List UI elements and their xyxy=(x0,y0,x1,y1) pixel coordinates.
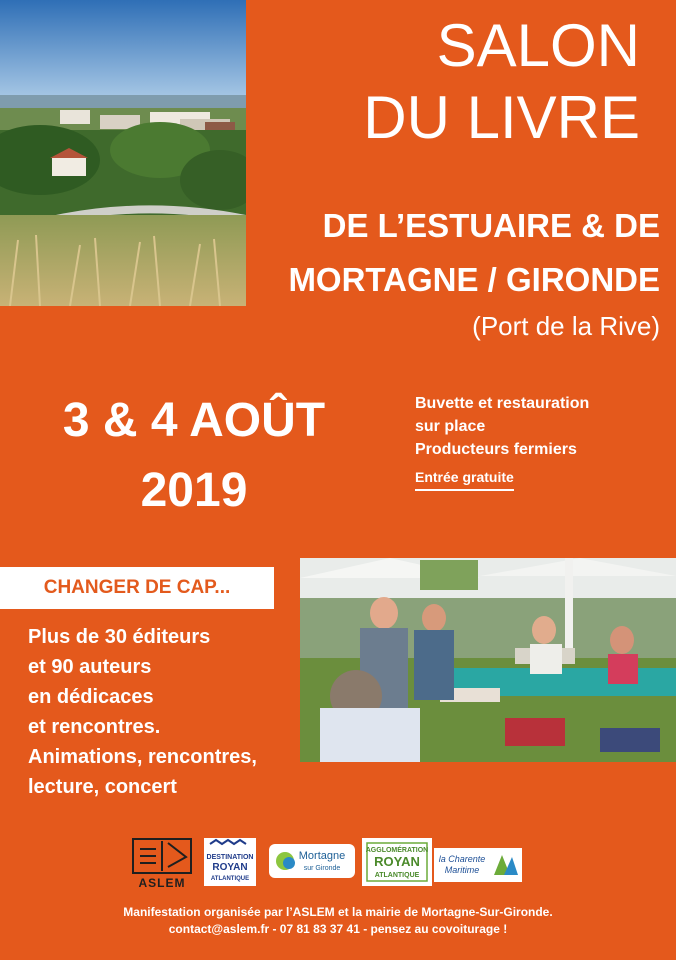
event-date: 3 & 4 AOÛT xyxy=(62,394,326,447)
program-line: et rencontres. xyxy=(28,716,161,738)
charente-maritime-logo xyxy=(434,848,522,882)
book-fair-photo xyxy=(300,558,676,762)
aslem-logo-text: ASLEM xyxy=(138,876,186,890)
landscape-photo xyxy=(0,0,246,306)
info-line: Producteurs fermiers xyxy=(415,441,577,458)
destination-royan-logo xyxy=(204,838,256,886)
svg-text:Maritime: Maritime xyxy=(444,865,480,875)
svg-text:DESTINATION: DESTINATION xyxy=(206,854,254,861)
organizer-text: Manifestation organisée par l’ASLEM et la mairie de Mortagne-Sur-Gironde. xyxy=(123,905,553,919)
event-year: 2019 xyxy=(140,464,248,517)
svg-text:ROYAN: ROYAN xyxy=(374,854,420,869)
title-line-1: SALON xyxy=(436,12,640,79)
sponsor-logos xyxy=(0,835,676,893)
contact-text: contact@aslem.fr - 07 81 83 37 41 - pensez au covoiturage ! xyxy=(168,922,508,936)
program-line: en dédicaces xyxy=(28,686,154,708)
free-entry-label: Entrée gratuite xyxy=(415,468,514,491)
program-line: Plus de 30 éditeurs xyxy=(28,626,211,648)
svg-text:AGGLOMÉRATION: AGGLOMÉRATION xyxy=(365,847,429,854)
svg-text:ROYAN: ROYAN xyxy=(212,862,248,873)
program-line: Animations, rencontres, xyxy=(28,746,257,768)
svg-text:Mortagne: Mortagne xyxy=(298,850,346,862)
tagline-text: CHANGER DE CAP... xyxy=(43,577,231,598)
event-info xyxy=(415,392,665,461)
title-line-2: DU LIVRE xyxy=(363,84,640,151)
subtitle-line-2: MORTAGNE / GIRONDE xyxy=(288,261,660,298)
subtitle-location: (Port de la Rive) xyxy=(472,311,660,341)
agglomeration-royan-logo xyxy=(362,838,432,886)
svg-text:ATLANTIQUE: ATLANTIQUE xyxy=(374,872,420,879)
svg-text:sur Gironde: sur Gironde xyxy=(303,865,341,872)
info-line: Buvette et restauration xyxy=(415,395,590,412)
svg-text:ATLANTIQUE: ATLANTIQUE xyxy=(210,876,250,882)
aslem-logo xyxy=(133,839,191,890)
tagline-banner xyxy=(0,567,274,609)
mortagne-logo xyxy=(269,844,355,878)
program-list xyxy=(28,622,308,802)
program-line: et 90 auteurs xyxy=(28,656,152,678)
subtitle-line-1: DE L’ESTUAIRE & DE xyxy=(322,207,660,244)
svg-text:la Charente: la Charente xyxy=(438,854,486,864)
info-line: sur place xyxy=(415,418,486,435)
program-line: lecture, concert xyxy=(28,776,177,798)
